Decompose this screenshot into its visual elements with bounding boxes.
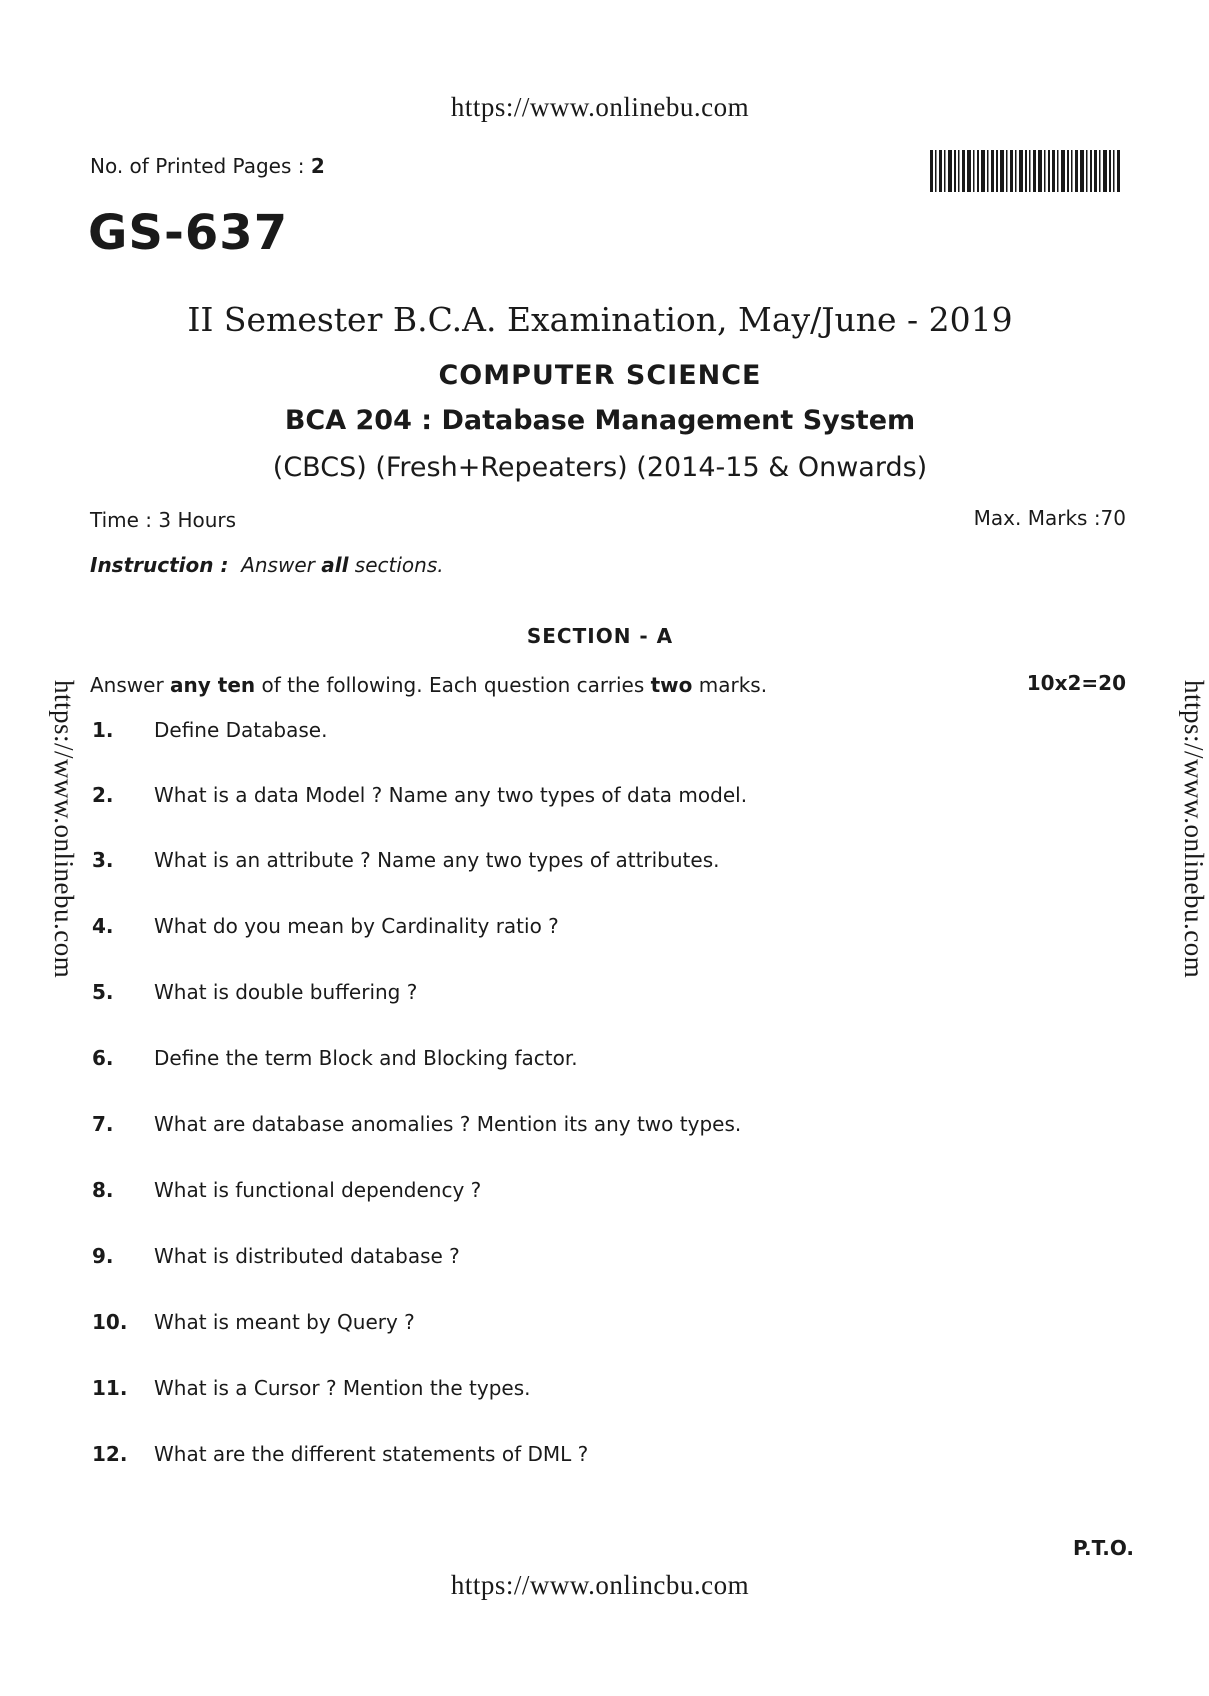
question-item (92, 980, 417, 1004)
question-item (92, 1112, 741, 1136)
instruction-pre: Answer (241, 553, 315, 577)
question-text: What is distributed database ? (154, 1244, 460, 1268)
section-title: SECTION - A (526, 624, 674, 648)
paper-code: GS-637 (88, 205, 289, 261)
question-number: 9. (92, 1244, 114, 1268)
question-text: What is an attribute ? Name any two types of attributes. (154, 848, 720, 872)
watermark-url-bottom: https://www.onlincbu.com (450, 1570, 750, 1600)
question-number: 7. (92, 1112, 114, 1136)
section-note-part: of the following. Each question carries (261, 673, 645, 697)
printed-pages (90, 154, 325, 178)
question-text: What is a data Model ? Name any two types of data model. (154, 783, 748, 807)
question-number: 1. (92, 718, 114, 742)
question-item (92, 1046, 578, 1070)
question-text: Define the term Block and Blocking factor. (154, 1046, 578, 1070)
section-note-bold: any ten (170, 673, 256, 697)
section-note-part: Answer (90, 673, 164, 697)
pto-label: P.T.O. (1073, 1536, 1134, 1560)
question-text: Define Database. (154, 718, 328, 742)
watermark-url-right: https://www.onlinebu.com (1179, 680, 1209, 979)
question-number: 4. (92, 914, 114, 938)
section-marks: 10x2=20 (1026, 671, 1126, 695)
question-text: What do you mean by Cardinality ratio ? (154, 914, 559, 938)
section-note-bold: two (650, 673, 693, 697)
watermark-url-top: https://www.onlinebu.com (450, 92, 750, 122)
question-number: 2. (92, 783, 114, 807)
question-number: 12. (92, 1442, 128, 1466)
question-item (92, 848, 719, 872)
question-number: 10. (92, 1310, 128, 1334)
question-item (92, 1310, 415, 1334)
question-number: 6. (92, 1046, 114, 1070)
question-text: What is meant by Query ? (154, 1310, 415, 1334)
section-note-part: marks. (698, 673, 768, 697)
question-text: What is double buffering ? (154, 980, 418, 1004)
question-number: 3. (92, 848, 114, 872)
question-item (92, 1376, 530, 1400)
instruction-label: Instruction : (90, 553, 229, 577)
scheme-line: (CBCS) (Fresh+Repeaters) (2014-15 & Onwards) (272, 452, 928, 483)
question-text: What are the different statements of DML ? (154, 1442, 589, 1466)
question-text: What are database anomalies ? Mention its any two types. (154, 1112, 742, 1136)
question-item (92, 1178, 481, 1202)
instruction-emph: all (321, 553, 349, 577)
question-item (92, 783, 747, 807)
question-number: 8. (92, 1178, 114, 1202)
printed-pages-value: 2 (310, 154, 325, 178)
printed-pages-label: No. of Printed Pages : (90, 154, 305, 178)
subject-heading: COMPUTER SCIENCE (438, 360, 762, 391)
exam-title: II Semester B.C.A. Examination, May/June - 2019 (187, 300, 1013, 339)
instruction (90, 553, 444, 577)
instruction-post: sections. (354, 553, 444, 577)
question-item (92, 718, 327, 742)
question-number: 11. (92, 1376, 128, 1400)
max-marks: Max. Marks :70 (973, 506, 1126, 530)
time-allowed: Time : 3 Hours (90, 508, 237, 532)
barcode-icon (930, 150, 1122, 192)
question-item (92, 1442, 588, 1466)
question-number: 5. (92, 980, 114, 1004)
question-text: What is a Cursor ? Mention the types. (154, 1376, 531, 1400)
section-note (90, 673, 767, 697)
paper-title: BCA 204 : Database Management System (284, 405, 916, 436)
watermark-url-left: https://www.onlinebu.com (49, 680, 79, 979)
question-item (92, 1244, 460, 1268)
question-text: What is functional dependency ? (154, 1178, 482, 1202)
question-item (92, 914, 559, 938)
